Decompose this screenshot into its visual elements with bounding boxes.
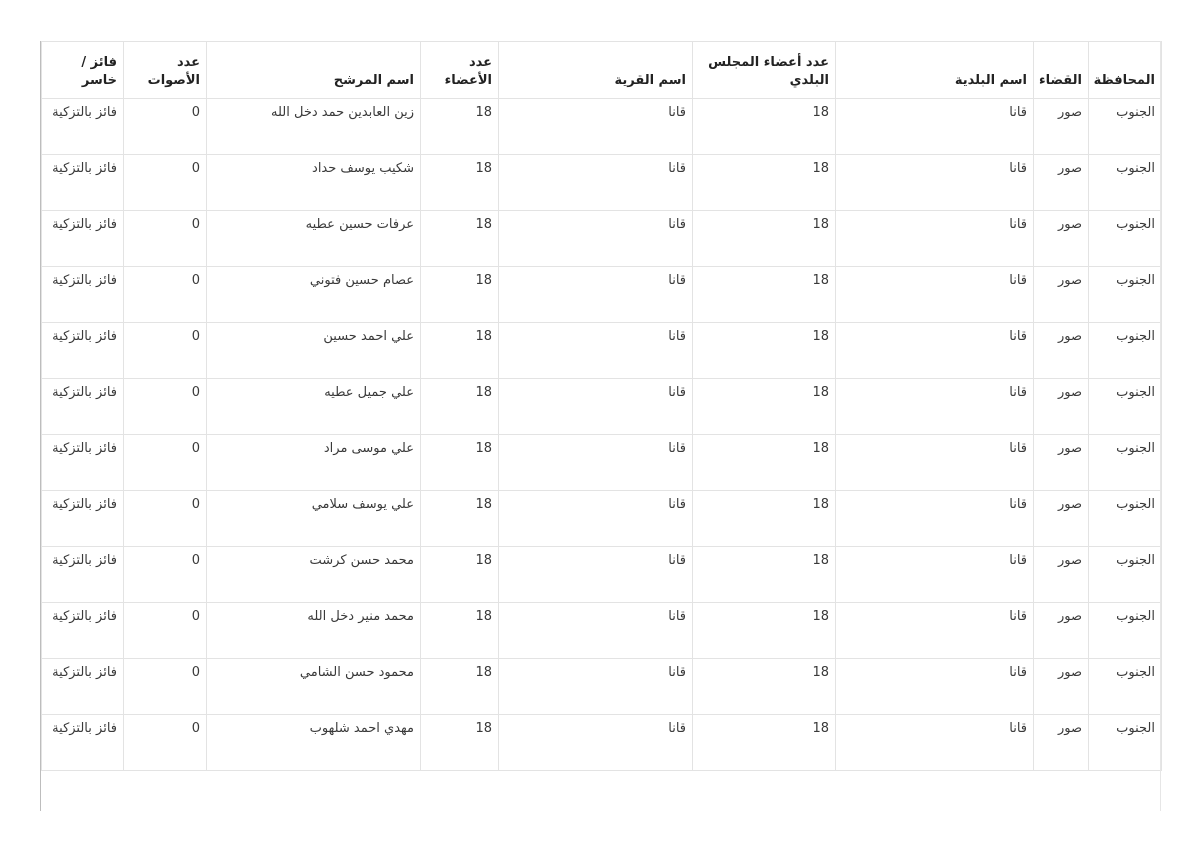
district-cell: صور bbox=[1034, 491, 1089, 547]
village-cell: قانا bbox=[499, 323, 693, 379]
result-cell: فائز بالتزكية bbox=[42, 211, 124, 267]
header-members-count: عدد الأعضاء bbox=[421, 42, 499, 99]
table-body bbox=[42, 99, 1162, 771]
table-row bbox=[42, 211, 1162, 267]
votes-cell: 0 bbox=[124, 603, 207, 659]
votes-cell: 0 bbox=[124, 435, 207, 491]
village-cell: قانا bbox=[499, 659, 693, 715]
header-village: اسم القرية bbox=[499, 42, 693, 99]
header-council-members: عدد أعضاء المجلس البلدي bbox=[693, 42, 836, 99]
members-count-cell: 18 bbox=[421, 435, 499, 491]
municipality-cell: قانا bbox=[836, 155, 1034, 211]
header-votes: عدد الأصوات bbox=[124, 42, 207, 99]
result-cell: فائز بالتزكية bbox=[42, 379, 124, 435]
council-members-cell: 18 bbox=[693, 323, 836, 379]
table-row bbox=[42, 267, 1162, 323]
village-cell: قانا bbox=[499, 99, 693, 155]
village-cell: قانا bbox=[499, 267, 693, 323]
result-cell: فائز بالتزكية bbox=[42, 715, 124, 771]
district-cell: صور bbox=[1034, 211, 1089, 267]
members-count-cell: 18 bbox=[421, 267, 499, 323]
village-cell: قانا bbox=[499, 491, 693, 547]
members-count-cell: 18 bbox=[421, 491, 499, 547]
council-members-cell: 18 bbox=[693, 547, 836, 603]
district-cell: صور bbox=[1034, 323, 1089, 379]
governorate-cell: الجنوب bbox=[1089, 435, 1162, 491]
header-municipality: اسم البلدية bbox=[836, 42, 1034, 99]
votes-cell: 0 bbox=[124, 211, 207, 267]
council-members-cell: 18 bbox=[693, 267, 836, 323]
candidate-name-cell: شكيب يوسف حداد bbox=[207, 155, 421, 211]
members-count-cell: 18 bbox=[421, 155, 499, 211]
district-cell: صور bbox=[1034, 715, 1089, 771]
district-cell: صور bbox=[1034, 99, 1089, 155]
members-count-cell: 18 bbox=[421, 323, 499, 379]
table-row bbox=[42, 547, 1162, 603]
table-row bbox=[42, 379, 1162, 435]
result-cell: فائز بالتزكية bbox=[42, 435, 124, 491]
table-header-row bbox=[42, 42, 1162, 99]
candidate-name-cell: علي جميل عطيه bbox=[207, 379, 421, 435]
votes-cell: 0 bbox=[124, 155, 207, 211]
votes-cell: 0 bbox=[124, 379, 207, 435]
governorate-cell: الجنوب bbox=[1089, 491, 1162, 547]
table-row bbox=[42, 603, 1162, 659]
members-count-cell: 18 bbox=[421, 379, 499, 435]
votes-cell: 0 bbox=[124, 547, 207, 603]
result-cell: فائز بالتزكية bbox=[42, 659, 124, 715]
members-count-cell: 18 bbox=[421, 603, 499, 659]
table-right-edge bbox=[1160, 41, 1161, 811]
district-cell: صور bbox=[1034, 435, 1089, 491]
governorate-cell: الجنوب bbox=[1089, 155, 1162, 211]
header-result: فائز / خاسر bbox=[42, 42, 124, 99]
candidate-name-cell: زين العابدين حمد دخل الله bbox=[207, 99, 421, 155]
candidate-name-cell: علي احمد حسين bbox=[207, 323, 421, 379]
table-row bbox=[42, 659, 1162, 715]
municipality-cell: قانا bbox=[836, 603, 1034, 659]
council-members-cell: 18 bbox=[693, 155, 836, 211]
candidate-name-cell: علي موسى مراد bbox=[207, 435, 421, 491]
governorate-cell: الجنوب bbox=[1089, 99, 1162, 155]
governorate-cell: الجنوب bbox=[1089, 323, 1162, 379]
governorate-cell: الجنوب bbox=[1089, 379, 1162, 435]
result-cell: فائز بالتزكية bbox=[42, 547, 124, 603]
governorate-cell: الجنوب bbox=[1089, 659, 1162, 715]
governorate-cell: الجنوب bbox=[1089, 211, 1162, 267]
governorate-cell: الجنوب bbox=[1089, 267, 1162, 323]
table-row bbox=[42, 323, 1162, 379]
candidate-name-cell: محمد منير دخل الله bbox=[207, 603, 421, 659]
governorate-cell: الجنوب bbox=[1089, 715, 1162, 771]
village-cell: قانا bbox=[499, 155, 693, 211]
council-members-cell: 18 bbox=[693, 379, 836, 435]
municipality-cell: قانا bbox=[836, 267, 1034, 323]
result-cell: فائز بالتزكية bbox=[42, 267, 124, 323]
result-cell: فائز بالتزكية bbox=[42, 603, 124, 659]
results-table bbox=[41, 41, 1162, 771]
results-table-container bbox=[40, 41, 1161, 811]
members-count-cell: 18 bbox=[421, 211, 499, 267]
header-candidate-name: اسم المرشح bbox=[207, 42, 421, 99]
header-governorate: المحافظة bbox=[1089, 42, 1162, 99]
governorate-cell: الجنوب bbox=[1089, 603, 1162, 659]
candidate-name-cell: عصام حسين فتوني bbox=[207, 267, 421, 323]
members-count-cell: 18 bbox=[421, 715, 499, 771]
municipality-cell: قانا bbox=[836, 715, 1034, 771]
votes-cell: 0 bbox=[124, 323, 207, 379]
municipality-cell: قانا bbox=[836, 491, 1034, 547]
members-count-cell: 18 bbox=[421, 659, 499, 715]
municipality-cell: قانا bbox=[836, 547, 1034, 603]
votes-cell: 0 bbox=[124, 267, 207, 323]
municipality-cell: قانا bbox=[836, 323, 1034, 379]
village-cell: قانا bbox=[499, 211, 693, 267]
village-cell: قانا bbox=[499, 379, 693, 435]
votes-cell: 0 bbox=[124, 715, 207, 771]
candidate-name-cell: محمود حسن الشامي bbox=[207, 659, 421, 715]
council-members-cell: 18 bbox=[693, 211, 836, 267]
table-row bbox=[42, 491, 1162, 547]
header-district: القضاء bbox=[1034, 42, 1089, 99]
candidate-name-cell: عرفات حسين عطيه bbox=[207, 211, 421, 267]
result-cell: فائز بالتزكية bbox=[42, 155, 124, 211]
municipality-cell: قانا bbox=[836, 211, 1034, 267]
table-row bbox=[42, 715, 1162, 771]
table-row bbox=[42, 155, 1162, 211]
members-count-cell: 18 bbox=[421, 547, 499, 603]
candidate-name-cell: علي يوسف سلامي bbox=[207, 491, 421, 547]
council-members-cell: 18 bbox=[693, 603, 836, 659]
district-cell: صور bbox=[1034, 379, 1089, 435]
council-members-cell: 18 bbox=[693, 435, 836, 491]
candidate-name-cell: مهدي احمد شلهوب bbox=[207, 715, 421, 771]
municipality-cell: قانا bbox=[836, 659, 1034, 715]
village-cell: قانا bbox=[499, 547, 693, 603]
district-cell: صور bbox=[1034, 659, 1089, 715]
municipality-cell: قانا bbox=[836, 99, 1034, 155]
votes-cell: 0 bbox=[124, 491, 207, 547]
votes-cell: 0 bbox=[124, 99, 207, 155]
district-cell: صور bbox=[1034, 267, 1089, 323]
council-members-cell: 18 bbox=[693, 715, 836, 771]
members-count-cell: 18 bbox=[421, 99, 499, 155]
village-cell: قانا bbox=[499, 603, 693, 659]
district-cell: صور bbox=[1034, 155, 1089, 211]
council-members-cell: 18 bbox=[693, 659, 836, 715]
district-cell: صور bbox=[1034, 603, 1089, 659]
village-cell: قانا bbox=[499, 435, 693, 491]
municipality-cell: قانا bbox=[836, 379, 1034, 435]
candidate-name-cell: محمد حسن كرشت bbox=[207, 547, 421, 603]
governorate-cell: الجنوب bbox=[1089, 547, 1162, 603]
village-cell: قانا bbox=[499, 715, 693, 771]
table-row bbox=[42, 99, 1162, 155]
result-cell: فائز بالتزكية bbox=[42, 99, 124, 155]
votes-cell: 0 bbox=[124, 659, 207, 715]
result-cell: فائز بالتزكية bbox=[42, 323, 124, 379]
council-members-cell: 18 bbox=[693, 491, 836, 547]
district-cell: صور bbox=[1034, 547, 1089, 603]
result-cell: فائز بالتزكية bbox=[42, 491, 124, 547]
municipality-cell: قانا bbox=[836, 435, 1034, 491]
council-members-cell: 18 bbox=[693, 99, 836, 155]
table-row bbox=[42, 435, 1162, 491]
